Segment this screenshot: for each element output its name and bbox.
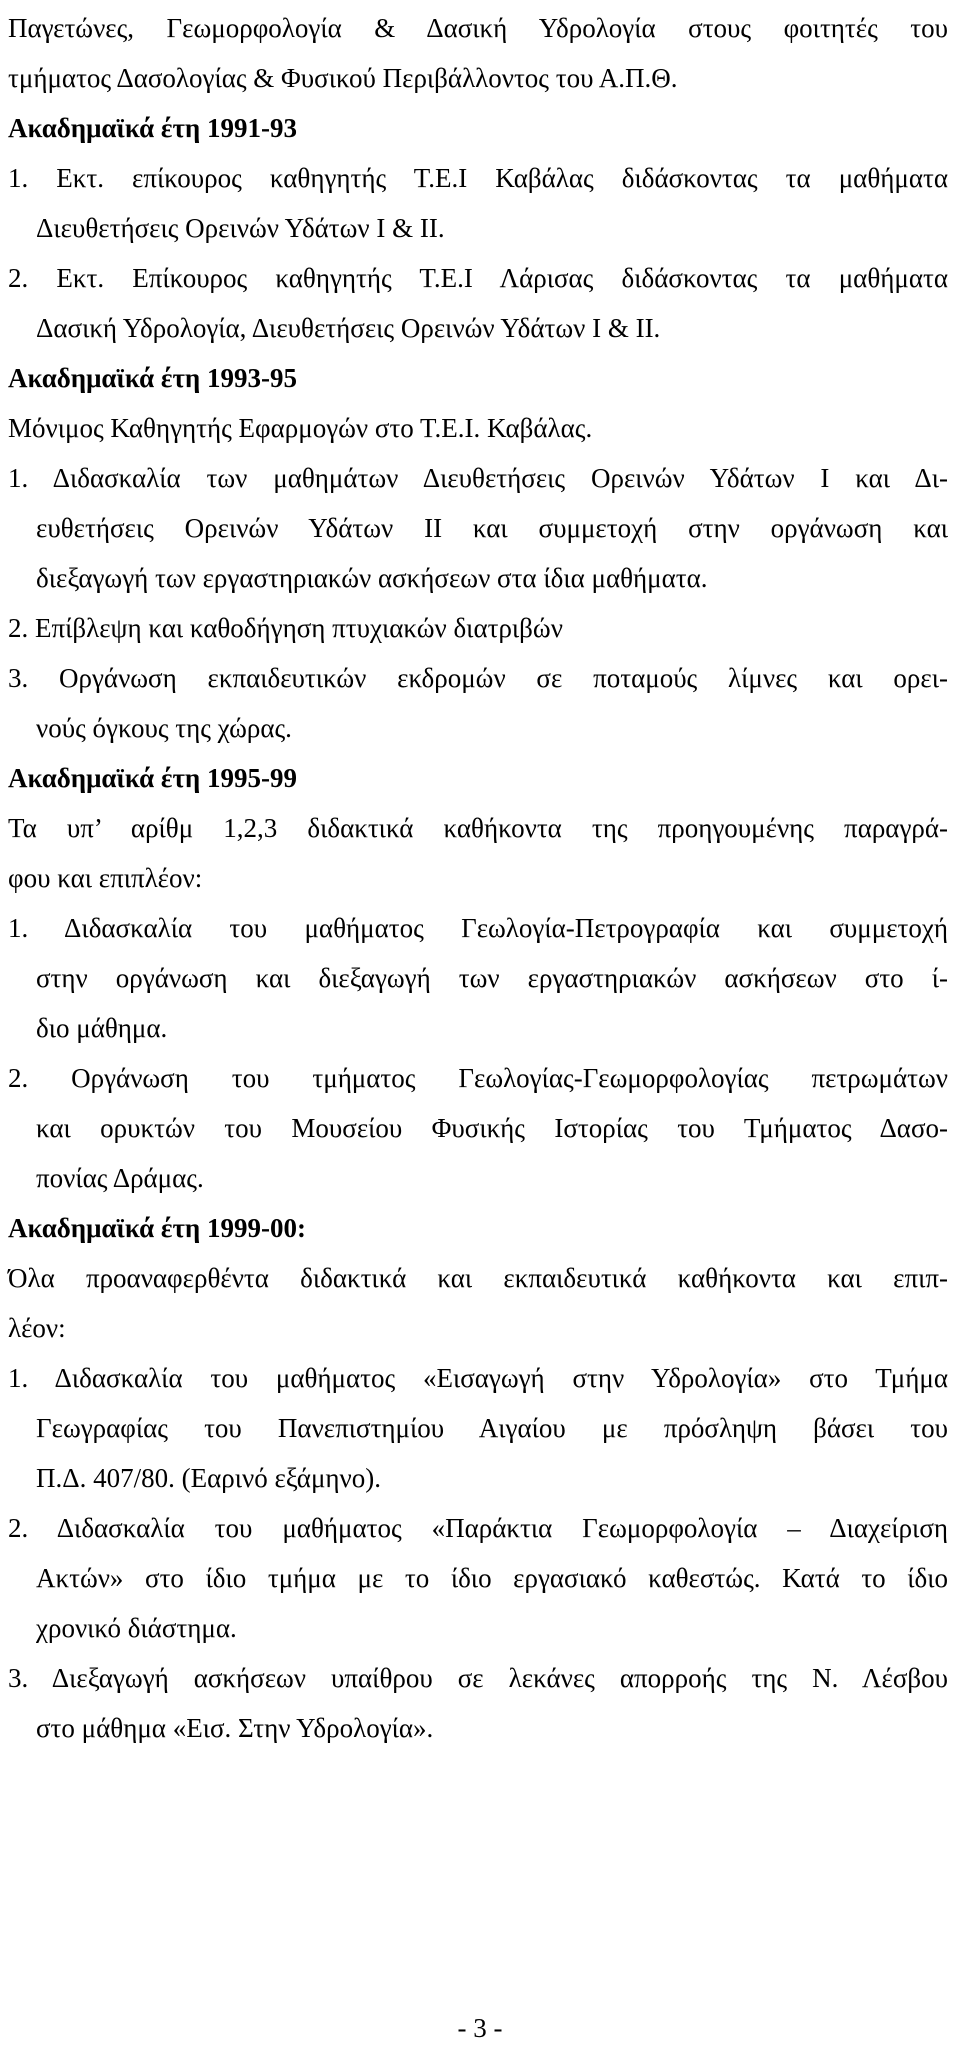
section-heading: Ακαδημαϊκά έτη 1991-93 — [8, 113, 297, 143]
list-item-line: 3. Διεξαγωγή ασκήσεων υπαίθρου σε λεκάνες απορροής της Ν. Λέσβου — [8, 1663, 948, 1693]
list-item-line: 3. Οργάνωση εκπαιδευτικών εκδρομών σε ποταμούς λίμνες και ορει- — [8, 663, 948, 693]
list-item-line: 1. Διδασκαλία του μαθήματος «Εισαγωγή στην Υδρολογία» στο Τμήμα — [8, 1363, 948, 1393]
list-item-line: ευθετήσεις Ορεινών Υδάτων ΙΙ και συμμετοχή στην οργάνωση και — [36, 513, 948, 543]
list-item-line: νούς όγκους της χώρας. — [36, 713, 292, 743]
list-item-line: διεξαγωγή των εργαστηριακών ασκήσεων στα ίδια μαθήματα. — [36, 563, 708, 593]
paragraph-line: Μόνιμος Καθηγητής Εφαρμογών στο Τ.Ε.Ι. Καβάλας. — [8, 413, 593, 443]
list-item-line: και ορυκτών του Μουσείου Φυσικής Ιστορίας του Τμήματος Δασο- — [36, 1113, 948, 1143]
list-item-line: Γεωγραφίας του Πανεπιστημίου Αιγαίου με πρόσληψη βάσει του — [36, 1413, 948, 1443]
paragraph-line: Όλα προαναφερθέντα διδακτικά και εκπαιδευτικά καθήκοντα και επιπ- — [8, 1263, 948, 1293]
list-item-line: Ακτών» στο ίδιο τμήμα με το ίδιο εργασιακό καθεστώς. Κατά το ίδιο — [36, 1563, 948, 1593]
list-item-line: Π.Δ. 407/80. (Εαρινό εξάμηνο). — [36, 1463, 382, 1493]
list-item-line: Διευθετήσεις Ορεινών Υδάτων Ι & ΙΙ. — [36, 213, 445, 243]
section-heading: Ακαδημαϊκά έτη 1999-00: — [8, 1213, 306, 1243]
list-item-line: διο μάθημα. — [36, 1013, 168, 1043]
paragraph-line: λέον: — [8, 1313, 66, 1343]
list-item-line: 2. Διδασκαλία του μαθήματος «Παράκτια Γεωμορφολογία – Διαχείριση — [8, 1513, 948, 1543]
list-item-line: πονίας Δράμας. — [36, 1163, 204, 1193]
list-item-line: 2. Επίβλεψη και καθοδήγηση πτυχιακών διατριβών — [8, 613, 563, 643]
list-item-line: στο μάθημα «Εισ. Στην Υδρολογία». — [36, 1713, 434, 1743]
list-item-line: 1. Διδασκαλία του μαθήματος Γεωλογία-Πετρογραφία και συμμετοχή — [8, 913, 948, 943]
list-item-line: στην οργάνωση και διεξαγωγή των εργαστηριακών ασκήσεων στο ί- — [36, 963, 948, 993]
section-heading: Ακαδημαϊκά έτη 1993-95 — [8, 363, 297, 393]
list-item-line: 2. Οργάνωση του τμήματος Γεωλογίας-Γεωμορφολογίας πετρωμάτων — [8, 1063, 948, 1093]
paragraph-line: φου και επιπλέον: — [8, 863, 203, 893]
paragraph-line: Παγετώνες, Γεωμορφολογία & Δασική Υδρολογία στους φοιτητές του — [8, 13, 948, 43]
section-heading: Ακαδημαϊκά έτη 1995-99 — [8, 763, 297, 793]
page-number: - 3 - — [457, 2013, 503, 2043]
list-item-line: Δασική Υδρολογία, Διευθετήσεις Ορεινών Υδάτων Ι & ΙΙ. — [36, 313, 661, 343]
list-item-line: 1. Διδασκαλία των μαθημάτων Διευθετήσεις Ορεινών Υδάτων Ι και Δι- — [8, 463, 948, 493]
list-item-line: 1. Εκτ. επίκουρος καθηγητής Τ.Ε.Ι Καβάλας διδάσκοντας τα μαθήματα — [8, 163, 948, 193]
list-item-line: χρονικό διάστημα. — [36, 1613, 237, 1643]
paragraph-line: Τα υπ’ αρίθμ 1,2,3 διδακτικά καθήκοντα της προηγουμένης παραγρά- — [8, 813, 948, 843]
paragraph-line: τμήματος Δασολογίας & Φυσικού Περιβάλλοντος του Α.Π.Θ. — [8, 63, 678, 93]
list-item-line: 2. Εκτ. Επίκουρος καθηγητής Τ.Ε.Ι Λάρισας διδάσκοντας τα μαθήματα — [8, 263, 948, 293]
